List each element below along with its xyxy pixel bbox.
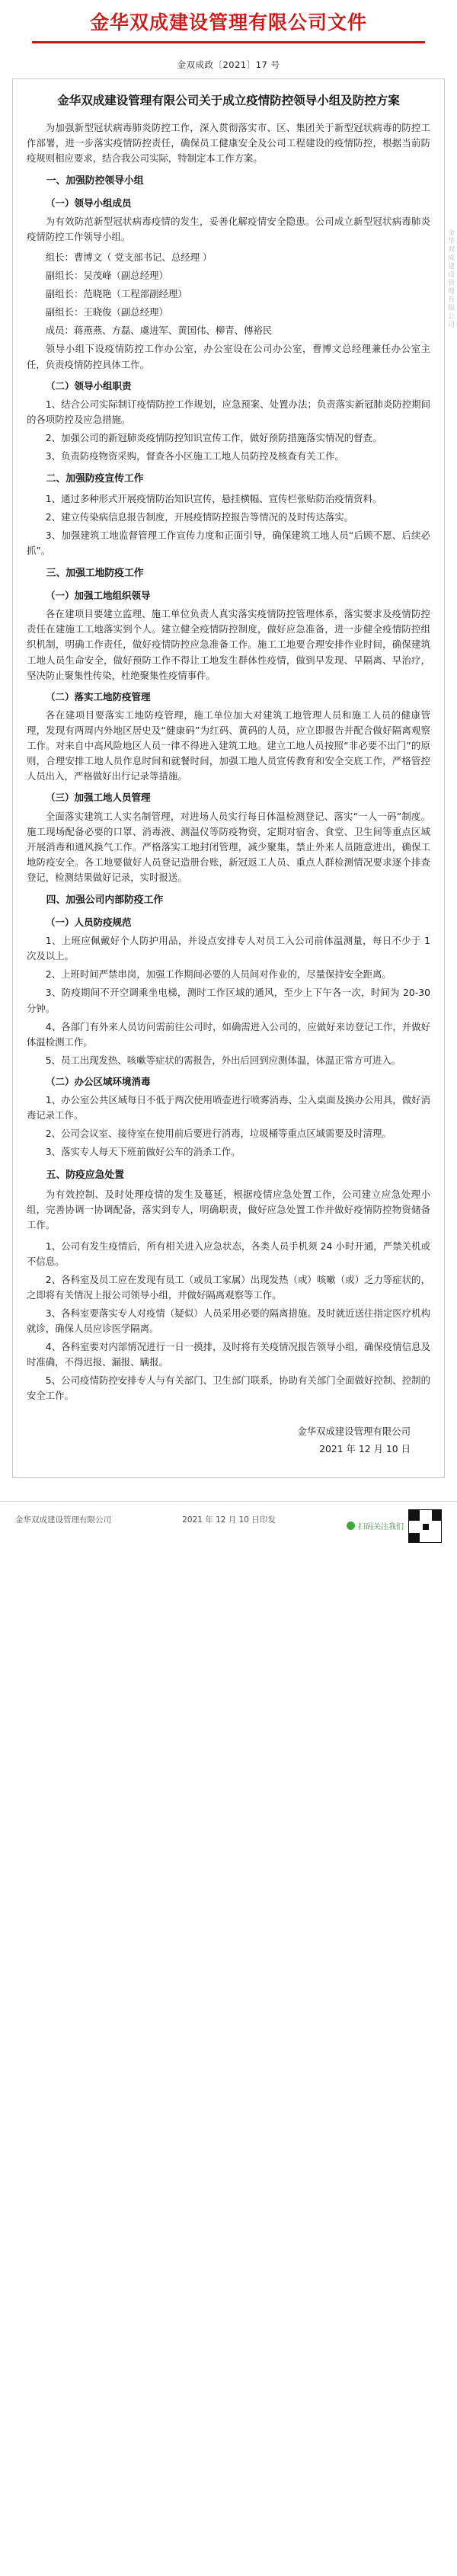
subsection-heading: （二）办公区域环境消毒 bbox=[46, 1075, 151, 1087]
wechat-icon bbox=[347, 1522, 355, 1530]
paragraph: 副组长：王晓俊（副总经理） bbox=[45, 306, 168, 318]
paragraph: 副组长：吴茂峰（副总经理） bbox=[45, 270, 168, 282]
signature-block bbox=[27, 1423, 430, 1458]
paragraph: 3、各科室要落实专人对疫情（疑似）人员采用必要的隔离措施。及时就近送往指定医疗机构就诊，确保人员应诊医学隔离。 bbox=[27, 1307, 430, 1334]
paragraph: 1、办公室公共区域每日不低于两次使用喷壶进行喷雾消毒、尘入桌面及换办公用具，做好消毒记录工作。 bbox=[27, 1094, 430, 1122]
subsection-heading: （三）加强工地人员管理 bbox=[46, 792, 151, 804]
paragraph: 为有效防范新型冠状病毒疫情的发生，妥善化解疫情安全隐患。公司成立新型冠状病毒肺炎疫情防控工作领导小组。 bbox=[27, 215, 430, 242]
document-banner bbox=[0, 0, 457, 48]
subsection-heading: （一）人员防疫规范 bbox=[46, 916, 132, 928]
paragraph: 2、上班时间严禁串岗，加强工作期间必要的人员间对作业的，尽量保持安全距离。 bbox=[45, 968, 391, 981]
paragraph: 为有效控制、及时处理疫情的发生及蔓延，根据疫情应急处置工作，公司建立应急处理小组，完善协调一协调配备，落实到专人，明确职责，做好应急处置工作并做好疫情防控物资储备工作。 bbox=[27, 1189, 430, 1231]
footer-date: 2021 年 12 月 10 日印发 bbox=[182, 1515, 276, 1525]
paragraph: 2、各科室及员工应在发现有员工（或员工家属）出现发热（或）咳嗽（或）乏力等症状的，之即将有关情况上报公司领导小组，并做好隔离观察等工作。 bbox=[27, 1273, 430, 1301]
paragraph: 3、加强建筑工地监督管理工作宣传力度和正面引导，确保建筑工地人员“后顾不愿、后续必抓”。 bbox=[27, 530, 430, 557]
section-heading: 一、加强防控领导小组 bbox=[46, 174, 144, 187]
footer-org: 金华双成建设管理有限公司 bbox=[15, 1515, 111, 1525]
paragraph: 5、员工出现发热、咳嗽等症状的需报告，外出后回到应测体温，体温正常方可进入。 bbox=[45, 1054, 401, 1066]
paragraph: 3、负责防疫物资采购，督查各小区施工工地人员防控及核查有关工作。 bbox=[45, 450, 344, 462]
wechat-label: 扫码关注我们 bbox=[357, 1523, 404, 1532]
paragraph: 2、建立传染病信息报告制度，开展疫情防控报告等情况的及时传达落实。 bbox=[45, 511, 354, 523]
document-number: 金双成政〔2021〕17 号 bbox=[177, 59, 280, 71]
watermark-side-text: 金华双成建设管理有限公司 bbox=[446, 229, 454, 329]
section-heading: 三、加强工地防疫工作 bbox=[46, 568, 144, 580]
document-body-frame bbox=[12, 78, 445, 1478]
paragraph: 3、防疫期间不开空调乘坐电梯，测时工作区域的通风，至少上下午各一次，时间为 20-30 分钟。 bbox=[27, 987, 430, 1014]
paragraph: 领导小组下设疫情防控工作办公室，办公室设在公司办公室，曹博文总经理兼任办公室主任，负责疫情防控具体工作。 bbox=[27, 343, 430, 370]
paragraph: 4、各部门有外来人员访问需前往公司时，如确需进入公司的，应做好来访登记工作，并做好体温检测工作。 bbox=[27, 1020, 430, 1048]
paragraph: 1、通过多种形式开展疫情防治知识宣传，悬挂横幅、宣传栏张贴防治疫情资料。 bbox=[45, 492, 382, 504]
subsection-heading: （一）加强工地组织领导 bbox=[46, 590, 151, 602]
subsection-heading: （一）领导小组成员 bbox=[46, 197, 132, 209]
paragraph: 副组长：范晓艳（工程部副经理） bbox=[45, 288, 187, 300]
banner-divider bbox=[32, 41, 425, 43]
paragraph: 1、结合公司实际制订疫情防控工作规划，应急预案、处置办法；负责落实新冠肺炎防控期间的各项防控及应急措施。 bbox=[27, 398, 430, 425]
paragraph: 各在建项目要建立监理、施工单位负责人真实落实疫情防控管理体系，落实要求及疫情防控责任在建施工工地落实到个人。建立健全疫情防控制度，做好应急准备，进一步健全疫情防控组织机制，明确工作责任，做好疫情防控应急准备工作。施工工地要合理安排作业时间，确保建筑工地人员生命安全，做好预防工作不得让工地发生群体性疫情，做到早发现、早隔离、早治疗，坚决防止聚集性传染，杜绝聚集性疫情事件。 bbox=[27, 608, 430, 681]
document-title: 金华双成建设管理有限公司关于成立疫情防控领导小组及防控方案 bbox=[57, 93, 400, 108]
section-heading: 四、加强公司内部防疫工作 bbox=[46, 894, 164, 907]
section-heading: 五、防疫应急处置 bbox=[46, 1169, 124, 1181]
paragraph: 2、公司会议室、接待室在使用前后要进行消毒，垃圾桶等重点区域需要及时清理。 bbox=[45, 1128, 391, 1140]
paragraph: 1、上班应佩戴好个人防护用品，并设点安排专人对员工入公司前体温测量，每日不少于 1 次及以上。 bbox=[27, 935, 430, 962]
paragraph: 3、落实专人每天下班前做好公车的消杀工作。 bbox=[45, 1146, 241, 1158]
paragraph: 全面落实建筑工人实名制管理，对进场人员实行每日体温检测登记、落实“一人一码”制度。施工现场配备必要的口罩、消毒液、测温仪等防疫物资，定期对宿舍、食堂、卫生间等重点区域开展消毒和通风换气工作。严格落实工地封闭管理，减少聚集，禁止外来人员随意进出，确保工地防疫安全。各工地要做好人员登记造册台账，新冠返工人员、重点人群检测情况要求逐个排查登记，检测结果做好记录，实时报送。 bbox=[27, 810, 430, 884]
company-banner-title: 金华双成建设管理有限公司文件 bbox=[89, 11, 367, 34]
document-footer bbox=[0, 1501, 457, 1543]
document-intro: 为加强新型冠状病毒肺炎防控工作，深入贯彻落实市、区、集团关于新型冠状病毒的防控工作部署，进一步落实疫情防控责任，确保员工健康安全及公司工程建设的疫情防控，根据当前防疫规则相应要求，结合我公司实际，特制定本工作方案。 bbox=[27, 121, 430, 164]
footer-wechat-block bbox=[347, 1509, 442, 1543]
paragraph: 1、公司有发生疫情后，所有相关进入应急状态，各类人员手机须 24 小时开通，严禁关机或不信息。 bbox=[27, 1240, 430, 1267]
subsection-heading: （二）落实工地防疫管理 bbox=[46, 690, 151, 702]
wechat-badge bbox=[347, 1509, 404, 1531]
paragraph: 组长：曹博文（ 党支部书记、总经理 ） bbox=[45, 251, 213, 263]
paragraph: 5、公司疫情防控安排专人与有关部门、卫生部门联系，协助有关部门全面做好控制、控制的安全工作。 bbox=[27, 1374, 430, 1402]
signature-org: 金华双成建设管理有限公司 bbox=[297, 1426, 411, 1438]
paragraph: 4、各科室要对内部情况进行一日一摸排，及时将有关疫情况报告领导小组，确保疫情信息及时准确，不得迟报、漏报、瞒报。 bbox=[27, 1341, 430, 1368]
paragraph: 2、加强公司的新冠肺炎疫情防控知识宣传工作，做好预防措施落实情况的督查。 bbox=[45, 432, 382, 444]
paragraph: 成员：蒋燕燕、方磊、虞进军、黄国伟、柳青、傅裕民 bbox=[45, 325, 273, 337]
signature-date: 2021 年 12 月 10 日 bbox=[319, 1442, 411, 1454]
section-heading: 二、加强防疫宣传工作 bbox=[46, 473, 144, 485]
subsection-heading: （二）领导小组职责 bbox=[46, 379, 132, 392]
qr-code-icon[interactable] bbox=[408, 1509, 442, 1543]
paragraph: 各在建项目要落实工地防疫管理，施工单位加大对建筑工地管理人员和施工人员的健康管理，发现有两周内外地区居史及“健康码”为红码、黄码的人员，应立即报告并配合做好隔离观察工作。对来自中高风险地区人员一律不得进入建筑工地。建立工地人员按照“非必要不出门”的原则，合理安排工地人员作息时间和就餐时间，加强工地人员宣传教育和安全交底工作，严格管控人员出入，严格做好出行记录等措施。 bbox=[27, 709, 430, 782]
